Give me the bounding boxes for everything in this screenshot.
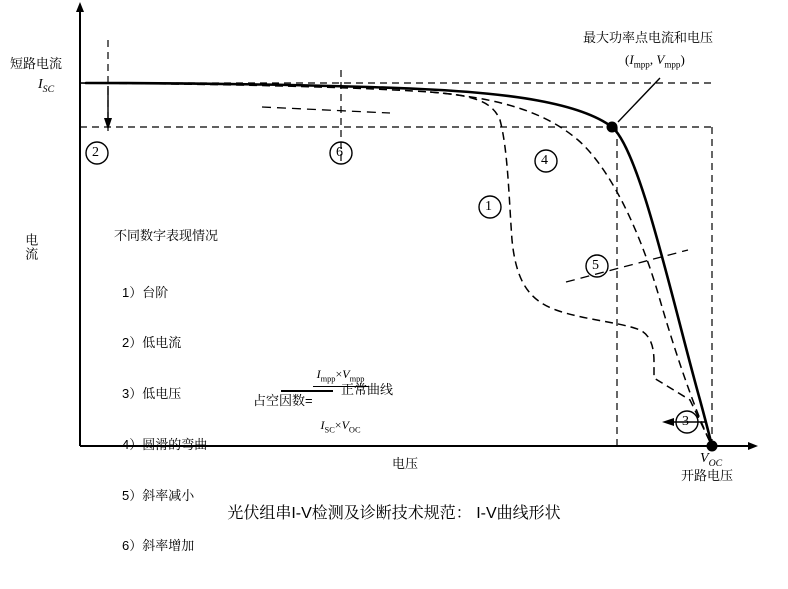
low-current-arrow — [104, 86, 112, 130]
notes-list — [122, 252, 207, 589]
isc-symbol: $I_{SC}$ — [38, 77, 55, 95]
curve-6-slope-increase — [262, 107, 390, 113]
note-item-2: 2）低电流 — [122, 335, 182, 351]
x-axis-title: 电压 — [392, 456, 419, 471]
marker-6-label: 6 — [336, 145, 343, 160]
curve-4-rounded-knee — [430, 92, 712, 446]
voc-symbol: $V_{OC}$ — [700, 451, 723, 469]
figure-caption: 光伏组串I-V检测及诊断技术规范： I-V曲线形状 — [227, 505, 561, 522]
fill-factor-numerator: $I_{mpp}\times V_{mpp}$ — [313, 367, 369, 387]
mpp-point-dot — [607, 122, 618, 133]
note-item-3: 3）低电压 — [122, 386, 182, 401]
note-item-6: 6）斜率增加 — [122, 538, 195, 554]
fill-factor-fraction — [313, 337, 369, 466]
marker-1-label: 1 — [485, 199, 492, 214]
legend-line-swatch — [281, 390, 333, 392]
mpp-annotation-title: 最大功率点电流和电压 — [583, 30, 714, 45]
note-item-1: 1）台阶 — [122, 284, 169, 300]
legend — [281, 382, 393, 398]
fill-factor-denominator: $I_{SC}\times V_{OC}$ — [320, 417, 361, 435]
marker-5-label: 5 — [592, 258, 599, 273]
marker-2-label: 2 — [92, 145, 99, 160]
open-circuit-voltage-label: 开路电压 — [681, 468, 734, 483]
fill-factor-label: 占空因数= — [253, 393, 313, 409]
fill-factor-equation — [253, 337, 369, 466]
note-item-5: 5）斜率减小 — [122, 487, 195, 503]
short-circuit-current-label: 短路电流 — [10, 56, 63, 71]
mpp-annotation-symbols: ($I_{mpp}$, $V_{mpp}$) — [625, 52, 685, 70]
legend-label: 正常曲线 — [341, 382, 394, 397]
marker-4-label: 4 — [541, 153, 548, 168]
marker-3-label: 3 — [682, 414, 689, 429]
mpp-leader-line — [618, 78, 660, 122]
curve-5-slope-decrease — [566, 250, 688, 282]
y-axis-title: 电流 — [23, 233, 39, 261]
note-item-4: 4）圆滑的弯曲 — [122, 436, 208, 452]
notes-title: 不同数字表现情况 — [114, 228, 219, 243]
